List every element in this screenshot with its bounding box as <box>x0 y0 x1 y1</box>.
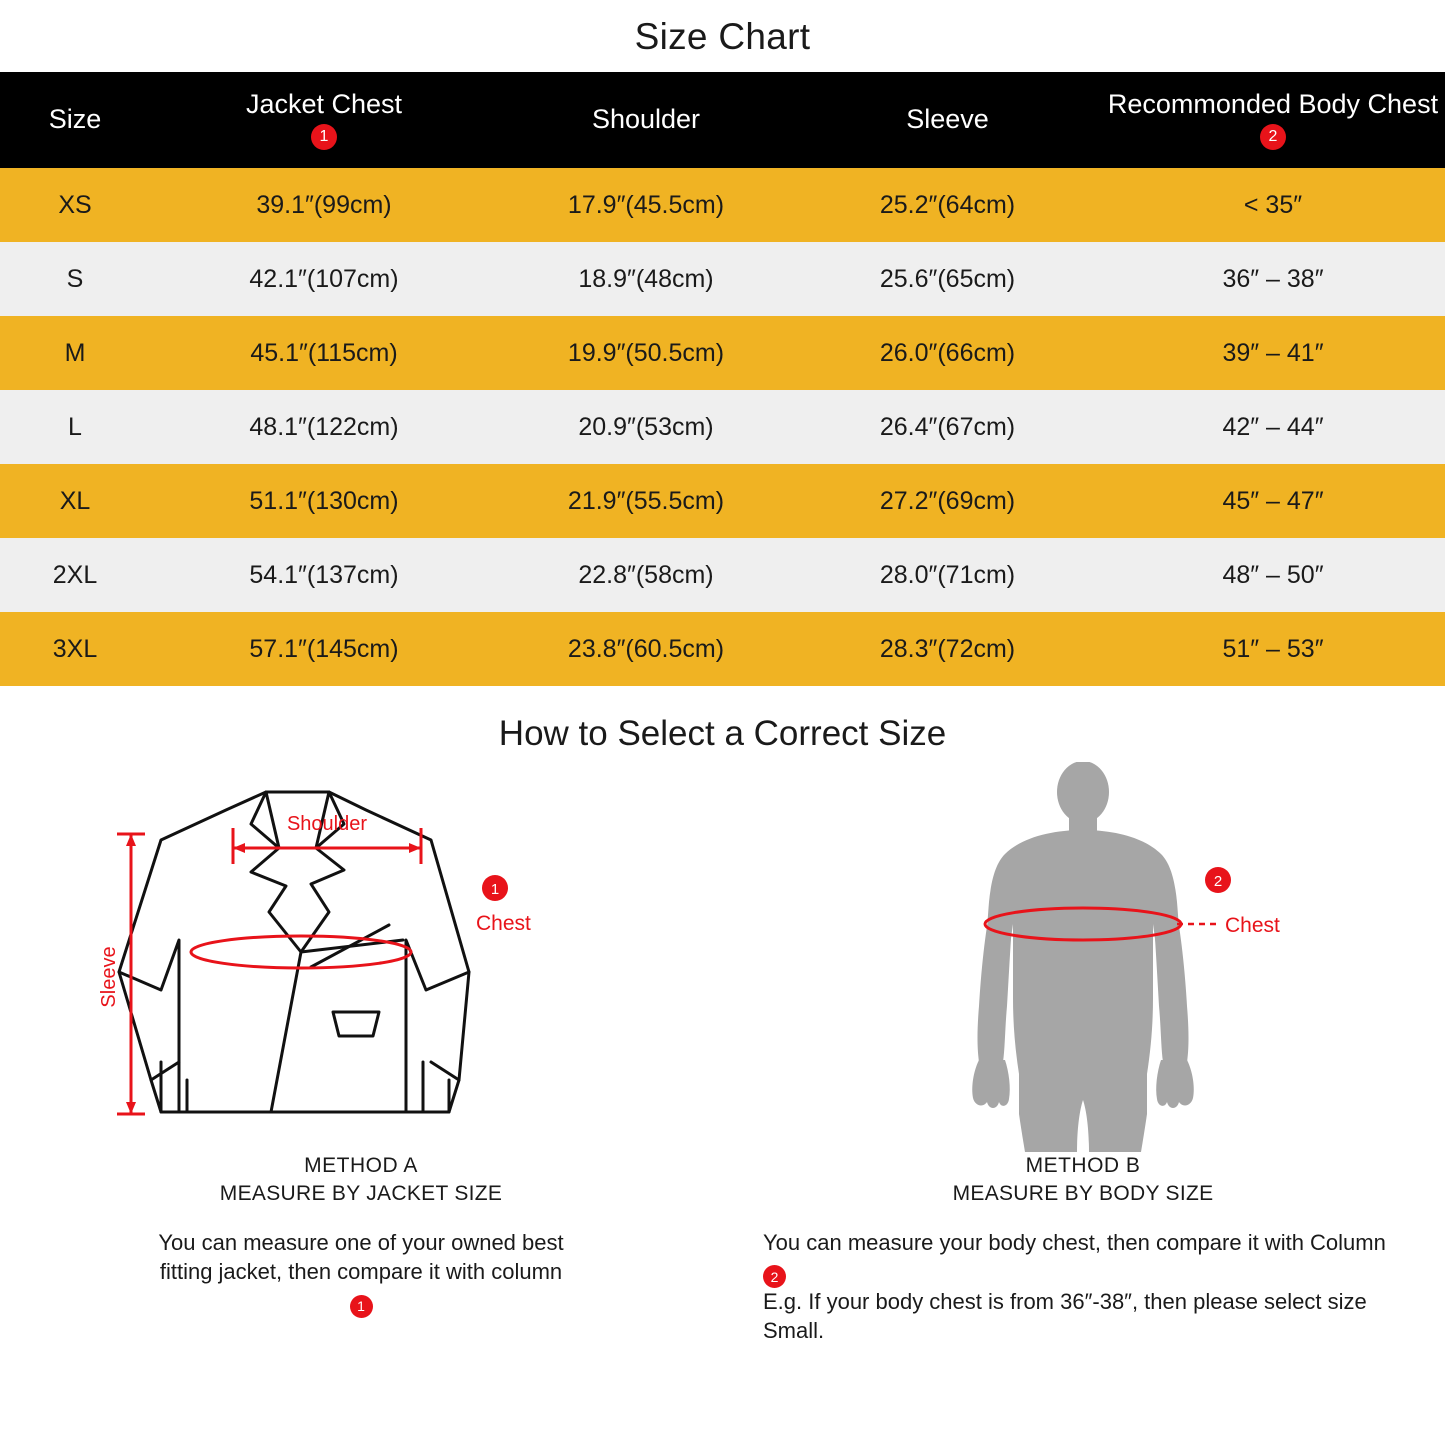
column-header-size-label: Size <box>48 104 102 135</box>
howto-title: How to Select a Correct Size <box>498 714 947 753</box>
cell-shoulder: 20.9″(53cm) <box>498 390 794 464</box>
cell-body-chest: 48″ – 50″ <box>1101 538 1445 612</box>
cell-sleeve: 27.2″(69cm) <box>794 464 1101 538</box>
cell-shoulder: 23.8″(60.5cm) <box>498 612 794 686</box>
method-a-panel <box>0 758 722 1445</box>
table-row <box>0 390 1445 464</box>
cell-sleeve: 25.6″(65cm) <box>794 242 1101 316</box>
methods-panels <box>0 758 1445 1445</box>
cell-sleeve: 26.0″(66cm) <box>794 316 1101 390</box>
badge-2-icon: 2 <box>763 1265 786 1288</box>
column-header-size <box>0 72 150 168</box>
cell-body-chest: 42″ – 44″ <box>1101 390 1445 464</box>
table-header-row <box>0 72 1445 168</box>
body-illustration-svg <box>733 762 1433 1152</box>
column-header-body-chest-label: Recommonded Body Chest <box>1107 88 1439 119</box>
table-row <box>0 464 1445 538</box>
cell-sleeve: 28.3″(72cm) <box>794 612 1101 686</box>
column-header-shoulder-label: Shoulder <box>591 104 701 135</box>
cell-body-chest: 45″ – 47″ <box>1101 464 1445 538</box>
column-header-sleeve <box>794 72 1101 168</box>
table-body <box>0 168 1445 686</box>
cell-shoulder: 17.9″(45.5cm) <box>498 168 794 242</box>
method-b-description-example: E.g. If your body chest is from 36″-38″, then please select size Small. <box>763 1288 1367 1344</box>
page-title: Size Chart <box>634 16 811 57</box>
badge-2-text: 2 <box>1213 873 1223 890</box>
table-row <box>0 538 1445 612</box>
cell-sleeve: 26.4″(67cm) <box>794 390 1101 464</box>
table-row <box>0 612 1445 686</box>
cell-size: XS <box>0 168 150 242</box>
chest-label: Chest <box>476 912 531 935</box>
table-row <box>0 316 1445 390</box>
badge-1-text: 1 <box>490 881 500 898</box>
badge-2-icon: 2 <box>1260 124 1286 150</box>
body-diagram <box>733 762 1433 1152</box>
cell-body-chest: < 35″ <box>1101 168 1445 242</box>
cell-body-chest: 39″ – 41″ <box>1101 316 1445 390</box>
cell-size: 3XL <box>0 612 150 686</box>
jacket-illustration-svg <box>11 762 711 1152</box>
table-row <box>0 168 1445 242</box>
cell-body-chest: 51″ – 53″ <box>1101 612 1445 686</box>
table-row <box>0 242 1445 316</box>
column-header-jacket-chest <box>150 72 498 168</box>
method-a-subtitle: MEASURE BY JACKET SIZE <box>219 1182 503 1205</box>
cell-size: S <box>0 242 150 316</box>
table-header <box>0 72 1445 168</box>
method-b-description <box>763 1228 1403 1346</box>
cell-jacket-chest: 42.1″(107cm) <box>150 242 498 316</box>
cell-jacket-chest: 45.1″(115cm) <box>150 316 498 390</box>
method-a-title: METHOD A <box>304 1154 418 1177</box>
cell-jacket-chest: 39.1″(99cm) <box>150 168 498 242</box>
method-b-panel <box>722 758 1444 1445</box>
badge-1-icon: 1 <box>311 124 337 150</box>
cell-shoulder: 19.9″(50.5cm) <box>498 316 794 390</box>
method-b-description-text: You can measure your body chest, then compare it with Column <box>763 1230 1386 1255</box>
cell-size: M <box>0 316 150 390</box>
size-table <box>0 72 1445 686</box>
column-header-body-chest <box>1101 72 1445 168</box>
cell-shoulder: 21.9″(55.5cm) <box>498 464 794 538</box>
badge-1-icon: 1 <box>350 1295 373 1318</box>
column-header-sleeve-label: Sleeve <box>906 104 989 135</box>
column-header-jacket-chest-label: Jacket Chest <box>245 88 403 119</box>
cell-shoulder: 22.8″(58cm) <box>498 538 794 612</box>
method-b-subtitle: MEASURE BY BODY SIZE <box>952 1182 1214 1205</box>
cell-jacket-chest: 54.1″(137cm) <box>150 538 498 612</box>
cell-sleeve: 28.0″(71cm) <box>794 538 1101 612</box>
method-b-title: METHOD B <box>1025 1154 1141 1177</box>
cell-jacket-chest: 57.1″(145cm) <box>150 612 498 686</box>
sleeve-label: Sleeve <box>98 946 120 1008</box>
cell-body-chest: 36″ – 38″ <box>1101 242 1445 316</box>
shoulder-label: Shoulder <box>286 813 368 835</box>
cell-jacket-chest: 51.1″(130cm) <box>150 464 498 538</box>
cell-size: L <box>0 390 150 464</box>
method-a-description <box>146 1228 576 1316</box>
column-header-shoulder <box>498 72 794 168</box>
cell-size: XL <box>0 464 150 538</box>
jacket-diagram <box>11 762 711 1152</box>
cell-shoulder: 18.9″(48cm) <box>498 242 794 316</box>
cell-size: 2XL <box>0 538 150 612</box>
method-a-description-text: You can measure one of your owned best fitting jacket, then compare it with column <box>158 1230 564 1285</box>
chest-label: Chest <box>1225 914 1280 937</box>
body-silhouette <box>972 762 1194 1152</box>
cell-sleeve: 25.2″(64cm) <box>794 168 1101 242</box>
cell-jacket-chest: 48.1″(122cm) <box>150 390 498 464</box>
